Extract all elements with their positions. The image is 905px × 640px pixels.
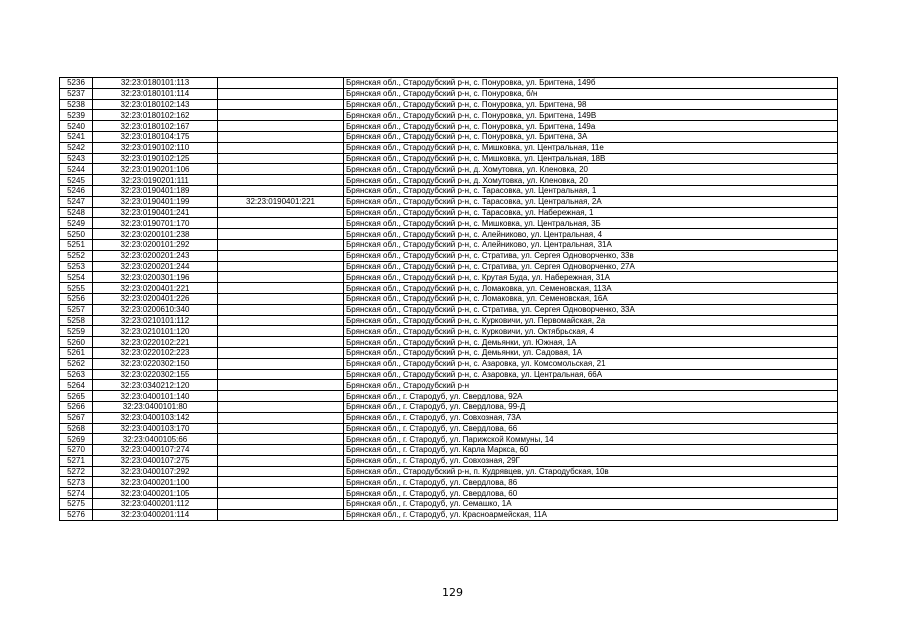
related-number-cell: [218, 358, 344, 369]
row-number-cell: 5267: [60, 412, 93, 423]
row-number-cell: 5268: [60, 423, 93, 434]
row-number-cell: 5248: [60, 207, 93, 218]
table-row: [60, 391, 838, 402]
related-number-cell: [218, 499, 344, 510]
cadastral-number-cell: 32:23:0180101:113: [93, 78, 218, 89]
row-number-cell: 5258: [60, 315, 93, 326]
address-cell: Брянская обл., Стародубский р-н, с. Понуровка, ул. Бригтена, 149б: [344, 78, 838, 89]
address-cell: Брянская обл., г. Стародуб, ул. Семашко, 1А: [344, 499, 838, 510]
related-number-cell: [218, 293, 344, 304]
cadastral-number-cell: 32:23:0200201:243: [93, 250, 218, 261]
row-number-cell: 5272: [60, 466, 93, 477]
cadastral-number-cell: 32:23:0210101:112: [93, 315, 218, 326]
row-number-cell: 5262: [60, 358, 93, 369]
cadastral-number-cell: 32:23:0190401:199: [93, 196, 218, 207]
address-cell: Брянская обл., Стародубский р-н, с. Тарасовка, ул. Центральная, 2А: [344, 196, 838, 207]
table-row: [60, 229, 838, 240]
address-cell: Брянская обл., Стародубский р-н, п. Кудрявцев, ул. Стародубская, 10в: [344, 466, 838, 477]
table-row: [60, 304, 838, 315]
row-number-cell: 5241: [60, 131, 93, 142]
row-number-cell: 5242: [60, 142, 93, 153]
row-number-cell: 5256: [60, 293, 93, 304]
table-row: [60, 250, 838, 261]
address-cell: Брянская обл., г. Стародуб, ул. Совхозная, 29Г: [344, 455, 838, 466]
table-row: [60, 499, 838, 510]
related-number-cell: [218, 272, 344, 283]
row-number-cell: 5252: [60, 250, 93, 261]
row-number-cell: 5259: [60, 326, 93, 337]
table-row: [60, 412, 838, 423]
related-number-cell: [218, 153, 344, 164]
row-number-cell: 5257: [60, 304, 93, 315]
table-row: [60, 326, 838, 337]
row-number-cell: 5239: [60, 110, 93, 121]
cadastral-number-cell: 32:23:0220102:221: [93, 337, 218, 348]
related-number-cell: [218, 315, 344, 326]
row-number-cell: 5243: [60, 153, 93, 164]
address-cell: Брянская обл., Стародубский р-н, с. Понуровка, ул. Бригтена, 149а: [344, 121, 838, 132]
cadastral-number-cell: 32:23:0180102:167: [93, 121, 218, 132]
cadastral-number-cell: 32:23:0400101:140: [93, 391, 218, 402]
address-cell: Брянская обл., г. Стародуб, ул. Свердлова, 92А: [344, 391, 838, 402]
cadastral-number-cell: 32:23:0190201:106: [93, 164, 218, 175]
address-cell: Брянская обл., Стародубский р-н, с. Ломаковка, ул. Семеновская, 113А: [344, 283, 838, 294]
address-cell: Брянская обл., Стародубский р-н, с. Понуровка, ул. Бригтена, 3А: [344, 131, 838, 142]
related-number-cell: [218, 175, 344, 186]
address-cell: Брянская обл., г. Стародуб, ул. Свердлова, 99-Д: [344, 401, 838, 412]
address-cell: Брянская обл., Стародубский р-н, с. Понуровка, ул. Бригтена, 98: [344, 99, 838, 110]
row-number-cell: 5260: [60, 337, 93, 348]
cadastral-number-cell: 32:23:0200610:340: [93, 304, 218, 315]
cadastral-number-cell: 32:23:0400103:170: [93, 423, 218, 434]
related-number-cell: [218, 509, 344, 520]
table-row: [60, 88, 838, 99]
table-row: [60, 509, 838, 520]
address-cell: Брянская обл., Стародубский р-н, с. Тарасовка, ул. Центральная, 1: [344, 185, 838, 196]
table-row: [60, 175, 838, 186]
table-row: [60, 164, 838, 175]
row-number-cell: 5240: [60, 121, 93, 132]
table-row: [60, 358, 838, 369]
table-row: [60, 272, 838, 283]
related-number-cell: [218, 185, 344, 196]
cadastral-number-cell: 32:23:0400107:275: [93, 455, 218, 466]
related-number-cell: [218, 326, 344, 337]
related-number-cell: [218, 207, 344, 218]
cadastral-number-cell: 32:23:0190401:241: [93, 207, 218, 218]
address-cell: Брянская обл., Стародубский р-н, с. Стратива, ул. Сергея Одноворченко, 33А: [344, 304, 838, 315]
related-number-cell: [218, 369, 344, 380]
address-cell: Брянская обл., Стародубский р-н, с. Тарасовка, ул. Набережная, 1: [344, 207, 838, 218]
address-cell: Брянская обл., Стародубский р-н, с. Демьянки, ул. Южная, 1А: [344, 337, 838, 348]
cadastral-number-cell: 32:23:0190201:111: [93, 175, 218, 186]
cadastral-number-cell: 32:23:0400107:292: [93, 466, 218, 477]
table-row: [60, 185, 838, 196]
cadastral-number-cell: 32:23:0400101:80: [93, 401, 218, 412]
address-cell: Брянская обл., г. Стародуб, ул. Совхозная, 73А: [344, 412, 838, 423]
cadastral-number-cell: 32:23:0220302:155: [93, 369, 218, 380]
cadastral-number-cell: 32:23:0210101:120: [93, 326, 218, 337]
table-row: [60, 207, 838, 218]
row-number-cell: 5255: [60, 283, 93, 294]
address-cell: Брянская обл., Стародубский р-н, с. Крутая Буда, ул. Набережная, 31А: [344, 272, 838, 283]
row-number-cell: 5244: [60, 164, 93, 175]
address-cell: Брянская обл., Стародубский р-н, с. Курковичи, ул. Октябрьская, 4: [344, 326, 838, 337]
address-cell: Брянская обл., г. Стародуб, ул. Свердлова, 86: [344, 477, 838, 488]
related-number-cell: [218, 229, 344, 240]
row-number-cell: 5273: [60, 477, 93, 488]
row-number-cell: 5245: [60, 175, 93, 186]
cadastral-number-cell: 32:23:0180101:114: [93, 88, 218, 99]
table-row: [60, 110, 838, 121]
table-row: [60, 423, 838, 434]
address-cell: Брянская обл., Стародубский р-н, с. Ломаковка, ул. Семеновская, 16А: [344, 293, 838, 304]
address-cell: Брянская обл., Стародубский р-н, с. Стратива, ул. Сергея Одноворченко, 33в: [344, 250, 838, 261]
table-row: [60, 315, 838, 326]
address-cell: Брянская обл., Стародубский р-н, с. Демьянки, ул. Садовая, 1А: [344, 347, 838, 358]
related-number-cell: [218, 250, 344, 261]
related-number-cell: [218, 304, 344, 315]
cadastral-number-cell: 32:23:0400201:112: [93, 499, 218, 510]
address-cell: Брянская обл., Стародубский р-н, д. Хомутовка, ул. Кленовка, 20: [344, 175, 838, 186]
address-cell: Брянская обл., Стародубский р-н, с. Азаровка, ул. Комсомольская, 21: [344, 358, 838, 369]
cadastral-number-cell: 32:23:0200401:221: [93, 283, 218, 294]
cadastral-number-cell: 32:23:0180102:162: [93, 110, 218, 121]
related-number-cell: [218, 88, 344, 99]
related-number-cell: [218, 131, 344, 142]
table-row: [60, 78, 838, 89]
related-number-cell: [218, 423, 344, 434]
table-row: [60, 445, 838, 456]
related-number-cell: [218, 283, 344, 294]
table-row: [60, 142, 838, 153]
row-number-cell: 5238: [60, 99, 93, 110]
related-number-cell: [218, 164, 344, 175]
row-number-cell: 5276: [60, 509, 93, 520]
cadastral-number-cell: 32:23:0190102:125: [93, 153, 218, 164]
address-cell: Брянская обл., Стародубский р-н, с. Стратива, ул. Сергея Одноворченко, 27А: [344, 261, 838, 272]
related-number-cell: [218, 142, 344, 153]
related-number-cell: [218, 239, 344, 250]
cadastral-number-cell: 32:23:0180104:175: [93, 131, 218, 142]
table-row: [60, 369, 838, 380]
cadastral-number-cell: 32:23:0400201:105: [93, 488, 218, 499]
row-number-cell: 5250: [60, 229, 93, 240]
row-number-cell: 5246: [60, 185, 93, 196]
table-row: [60, 455, 838, 466]
cadastral-table: [59, 77, 838, 521]
table-row: [60, 239, 838, 250]
address-cell: Брянская обл., г. Стародуб, ул. Свердлова, 60: [344, 488, 838, 499]
table-row: [60, 153, 838, 164]
table-row: [60, 488, 838, 499]
row-number-cell: 5275: [60, 499, 93, 510]
row-number-cell: 5251: [60, 239, 93, 250]
row-number-cell: 5263: [60, 369, 93, 380]
table-row: [60, 121, 838, 132]
row-number-cell: 5265: [60, 391, 93, 402]
cadastral-number-cell: 32:23:0200201:244: [93, 261, 218, 272]
address-cell: Брянская обл., Стародубский р-н, с. Алейниково, ул. Центральная, 4: [344, 229, 838, 240]
table-row: [60, 337, 838, 348]
cadastral-number-cell: 32:23:0190701:170: [93, 218, 218, 229]
related-number-cell: [218, 78, 344, 89]
row-number-cell: 5253: [60, 261, 93, 272]
cadastral-number-cell: 32:23:0180102:143: [93, 99, 218, 110]
cadastral-number-cell: 32:23:0340212:120: [93, 380, 218, 391]
related-number-cell: [218, 99, 344, 110]
address-cell: Брянская обл., Стародубский р-н, с. Понуровка, ул. Бригтена, 149В: [344, 110, 838, 121]
related-number-cell: [218, 391, 344, 402]
row-number-cell: 5236: [60, 78, 93, 89]
address-cell: Брянская обл., Стародубский р-н, с. Мишковка, ул. Центральная, 18В: [344, 153, 838, 164]
address-cell: Брянская обл., г. Стародуб, ул. Свердлова, 66: [344, 423, 838, 434]
table-row: [60, 218, 838, 229]
table-row: [60, 477, 838, 488]
row-number-cell: 5274: [60, 488, 93, 499]
table-row: [60, 347, 838, 358]
row-number-cell: 5269: [60, 434, 93, 445]
cadastral-table-body: [60, 78, 838, 521]
address-cell: Брянская обл., Стародубский р-н, д. Хомутовка, ул. Кленовка, 20: [344, 164, 838, 175]
table-row: [60, 99, 838, 110]
address-cell: Брянская обл., Стародубский р-н, с. Азаровка, ул. Центральная, 66А: [344, 369, 838, 380]
row-number-cell: 5271: [60, 455, 93, 466]
related-number-cell: [218, 218, 344, 229]
address-cell: Брянская обл., Стародубский р-н, с. Понуровка, б/н: [344, 88, 838, 99]
address-cell: Брянская обл., Стародубский р-н, с. Мишковка, ул. Центральная, 11е: [344, 142, 838, 153]
related-number-cell: [218, 466, 344, 477]
cadastral-number-cell: 32:23:0400201:114: [93, 509, 218, 520]
row-number-cell: 5247: [60, 196, 93, 207]
table-row: [60, 283, 838, 294]
row-number-cell: 5249: [60, 218, 93, 229]
related-number-cell: [218, 412, 344, 423]
cadastral-number-cell: 32:23:0200101:238: [93, 229, 218, 240]
table-row: [60, 131, 838, 142]
table-row: [60, 380, 838, 391]
related-number-cell: [218, 380, 344, 391]
cadastral-number-cell: 32:23:0400107:274: [93, 445, 218, 456]
related-number-cell: [218, 121, 344, 132]
address-cell: Брянская обл., Стародубский р-н, с. Мишковка, ул. Центральная, 3Б: [344, 218, 838, 229]
table-row: [60, 196, 838, 207]
cadastral-number-cell: 32:23:0220302:150: [93, 358, 218, 369]
address-cell: Брянская обл., г. Стародуб, ул. Парижской Коммуны, 14: [344, 434, 838, 445]
address-cell: Брянская обл., Стародубский р-н, с. Алейниково, ул. Центральная, 31А: [344, 239, 838, 250]
cadastral-number-cell: 32:23:0200301:196: [93, 272, 218, 283]
table-row: [60, 261, 838, 272]
address-cell: Брянская обл., Стародубский р-н: [344, 380, 838, 391]
row-number-cell: 5266: [60, 401, 93, 412]
row-number-cell: 5270: [60, 445, 93, 456]
cadastral-number-cell: 32:23:0400103:142: [93, 412, 218, 423]
table-row: [60, 434, 838, 445]
related-number-cell: [218, 261, 344, 272]
cadastral-number-cell: 32:23:0190102:110: [93, 142, 218, 153]
row-number-cell: 5261: [60, 347, 93, 358]
related-number-cell: [218, 337, 344, 348]
table-row: [60, 401, 838, 412]
cadastral-number-cell: 32:23:0220102:223: [93, 347, 218, 358]
cadastral-number-cell: 32:23:0200101:292: [93, 239, 218, 250]
related-number-cell: [218, 455, 344, 466]
related-number-cell: [218, 445, 344, 456]
row-number-cell: 5264: [60, 380, 93, 391]
table-row: [60, 466, 838, 477]
page-number: 129: [442, 586, 463, 599]
address-cell: Брянская обл., Стародубский р-н, с. Курковичи, ул. Первомайская, 2а: [344, 315, 838, 326]
cadastral-number-cell: 32:23:0200401:226: [93, 293, 218, 304]
table-row: [60, 293, 838, 304]
cadastral-number-cell: 32:23:0190401:189: [93, 185, 218, 196]
related-number-cell: [218, 347, 344, 358]
cadastral-number-cell: 32:23:0400201:100: [93, 477, 218, 488]
row-number-cell: 5237: [60, 88, 93, 99]
related-number-cell: 32:23:0190401:221: [218, 196, 344, 207]
related-number-cell: [218, 434, 344, 445]
address-cell: Брянская обл., г. Стародуб, ул. Красноармейская, 11А: [344, 509, 838, 520]
address-cell: Брянская обл., г. Стародуб, ул. Карла Маркса, 60: [344, 445, 838, 456]
related-number-cell: [218, 401, 344, 412]
related-number-cell: [218, 477, 344, 488]
row-number-cell: 5254: [60, 272, 93, 283]
related-number-cell: [218, 110, 344, 121]
cadastral-number-cell: 32:23:0400105:66: [93, 434, 218, 445]
related-number-cell: [218, 488, 344, 499]
